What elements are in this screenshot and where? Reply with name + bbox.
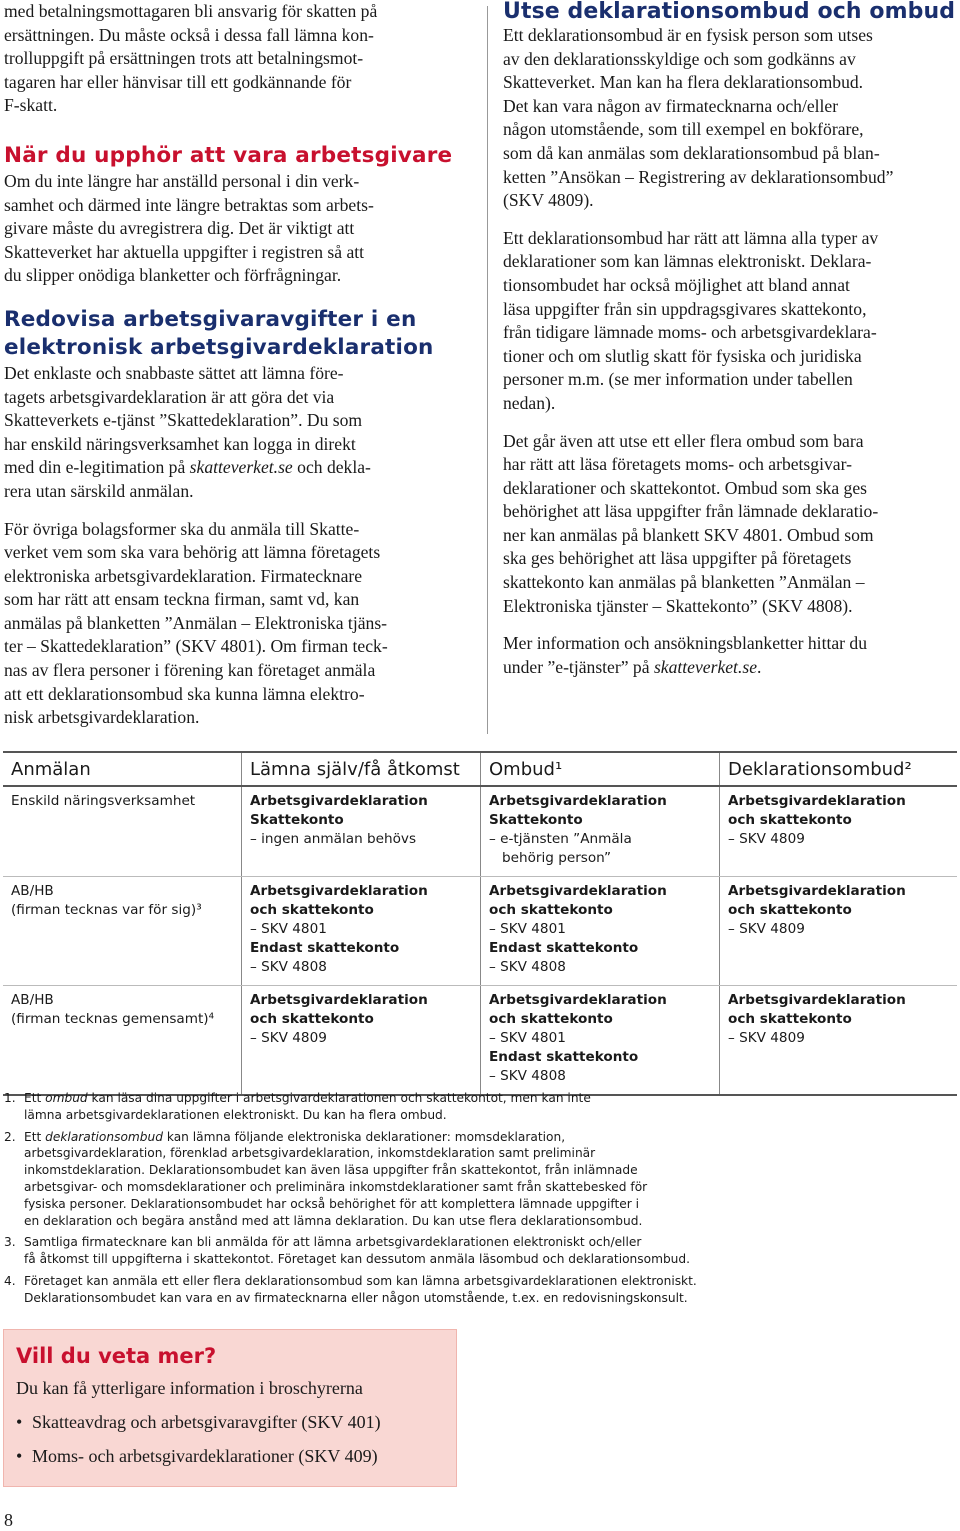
cell-line: Endast skattekonto — [489, 940, 639, 956]
cell-line: Endast skattekonto — [250, 940, 400, 956]
cell-line: – SKV 4809 — [728, 831, 805, 847]
cell-line: – SKV 4808 — [489, 1068, 566, 1084]
footnote-segment: få åtkomst till uppgifterna i skattekontot. Företaget kan dessutom anmäla läsombud och deklarationsombud. — [24, 1252, 691, 1267]
table-cell — [242, 877, 481, 986]
text-line: med din e-legitimation på — [4, 457, 190, 478]
text-line: samhet och därmed inte längre betraktas som arbets- — [4, 194, 374, 215]
cell-line: Arbetsgivardeklaration — [250, 793, 428, 809]
footnote — [4, 1234, 744, 1268]
skatteverket-link[interactable]: skatteverket.se — [189, 457, 293, 478]
text-line: nedan). — [503, 392, 556, 413]
text-line: anmälas på blanketten ”Anmälan – Elektroniska tjäns- — [4, 612, 388, 633]
text-line: under ”e-tjänster” på — [503, 656, 654, 677]
list-item — [16, 1410, 444, 1434]
cell-line: Arbetsgivardeklaration — [489, 883, 667, 899]
section-paragraph — [503, 24, 957, 213]
column-header: Ombud¹ — [481, 752, 720, 786]
text-line: verket vem som ska vara behörig att lämna företagets — [4, 542, 381, 563]
cell-line: – SKV 4801 — [489, 921, 566, 937]
cell-line: Skattekonto — [489, 812, 583, 828]
footnote-number: 2. — [4, 1129, 16, 1144]
cell-line: och skattekonto — [728, 902, 852, 918]
cell-line: Arbetsgivardeklaration — [489, 992, 667, 1008]
text-line: som har rätt att ensam teckna firman, samt vd, kan — [4, 589, 360, 610]
text-line: (SKV 4809). — [503, 190, 594, 211]
brochure-title: Skatteavdrag och arbetsgivaravgifter (SKV 401) — [32, 1412, 381, 1432]
text-line: elektroniska arbetsgivardeklaration. Firmatecknare — [4, 565, 363, 586]
cell-line: Arbetsgivardeklaration — [250, 992, 428, 1008]
cell-line: och skattekonto — [728, 812, 852, 828]
text-line: ska ges behörighet att läsa uppgifter på företagets — [503, 548, 852, 569]
table-cell — [3, 986, 242, 1096]
text-line: deklarationer som kan lämnas elektroniskt. Deklara- — [503, 251, 872, 272]
text-line: Skatteverkets e-tjänst ”Skattedeklaration”. Du som — [4, 410, 363, 431]
text-line: Skatteverket har aktuella uppgifter i registren så att — [4, 241, 365, 262]
text-line: och dekla- — [292, 457, 371, 478]
text-line: av den deklarationsskyldige och som godkänns av — [503, 48, 856, 69]
table-cell — [3, 877, 242, 986]
section-paragraph — [503, 227, 957, 416]
section-paragraph — [503, 632, 957, 679]
info-box-text: Du kan få ytterligare information i broschyrerna — [16, 1378, 363, 1398]
text-line: deklarationer och skattekontot. Ombud som ska ges — [503, 477, 868, 498]
table-row — [3, 877, 957, 986]
footnote-segment: ombud — [45, 1091, 88, 1105]
table-body — [3, 786, 957, 1095]
cell-line: – SKV 4808 — [489, 959, 566, 975]
section-paragraph — [4, 362, 478, 504]
cell-line: Endast skattekonto — [489, 1049, 639, 1065]
text-line: tagaren har eller hänvisar till ett godkännande för — [4, 71, 352, 92]
registration-table — [3, 751, 957, 1096]
text-line: För övriga bolagsformer ska du anmäla till Skatte- — [4, 518, 360, 539]
footnote-segment: Samtliga firmatecknare kan bli anmälda för att lämna arbetsgivardeklarationen elektroniskt och/eller — [24, 1235, 642, 1250]
text-line: Mer information och ansökningsblanketter hittar du — [503, 633, 868, 654]
info-box-title: Vill du veta mer? — [16, 1344, 217, 1368]
cell-line: och skattekonto — [728, 1011, 852, 1027]
cell-line: behörig person” — [489, 850, 612, 866]
list-item — [16, 1444, 444, 1468]
table-cell — [481, 786, 720, 877]
footnote-segment: Deklarationsombudet kan vara en av firmatecknarna eller någon utomstående, t.ex. en redovisningskonsult. — [24, 1290, 688, 1305]
text-line: givare måste du avregistrera dig. Det är viktigt att — [4, 218, 355, 239]
brochure-list — [16, 1410, 444, 1468]
bullet-icon: • — [16, 1412, 23, 1432]
section-heading-stop-employer: När du upphör att vara arbetsgivare — [4, 142, 453, 168]
footnote-segment: arbetsgivar- och momsdeklarationer och preliminära inkomstdeklarationer samt från skattebesked för — [24, 1179, 648, 1194]
text-line: från tidigare lämnade moms- och arbetsgivardeklara- — [503, 322, 877, 343]
table-cell — [720, 786, 958, 877]
cell-line: – SKV 4801 — [250, 921, 327, 937]
text-line: ketten ”Ansökan – Registrering av deklarationsombud” — [503, 166, 894, 187]
text-line: Skatteverket. Man kan ha flera deklarationsombud. — [503, 72, 864, 93]
text-line: personer m.m. (se mer information under tabellen — [503, 369, 853, 390]
text-line: tagets arbetsgivardeklaration är att göra det via — [4, 386, 335, 407]
cell-line: Arbetsgivardeklaration — [728, 793, 906, 809]
footnote-text — [24, 1090, 744, 1124]
footnote-segment: Ett — [24, 1091, 46, 1105]
table-row — [3, 986, 957, 1096]
footnote-text — [24, 1234, 744, 1268]
cell-line: – SKV 4809 — [250, 1030, 327, 1046]
section-heading-representatives: Utse deklarationsombud och ombud — [503, 0, 956, 24]
text-line: att ett deklarationsombud ska kunna lämna elektro- — [4, 683, 365, 704]
text-line: har enskild näringsverksamhet kan logga in direkt — [4, 433, 356, 454]
cell-line: och skattekonto — [489, 902, 613, 918]
cell-line: AB/HB — [11, 883, 54, 899]
right-column — [503, 0, 957, 679]
footnote-segment: Ett — [24, 1129, 46, 1144]
text-line: Elektroniska tjänster – Skattekonto” (SKV 4808). — [503, 595, 853, 616]
table-cell — [481, 986, 720, 1096]
footnote-segment: en deklaration och begära anstånd med att lämna deklaration. Du kan utse flera deklarationsombud. — [24, 1213, 643, 1228]
skatteverket-link[interactable]: skatteverket.se — [653, 656, 758, 677]
footnote-segment: Företaget kan anmäla ett eller flera deklarationsombud som kan lämna arbetsgivardeklarationen elektroniskt. — [24, 1273, 697, 1288]
text-line: skattekonto kan anmälas på blanketten ”Anmälan – — [503, 572, 865, 593]
text-line: ner kan anmälas på blankett SKV 4801. Ombud som — [503, 524, 874, 545]
text-line: nas av flera personer i förening kan företaget anmäla — [4, 660, 376, 681]
cell-line: (firman tecknas gemensamt)⁴ — [11, 1011, 215, 1027]
text-line: ter – Skattedeklaration” (SKV 4801). Om firman teck- — [4, 636, 388, 657]
text-line: tionsombudet har också möjlighet att bland annat — [503, 274, 850, 295]
footnote-text — [24, 1273, 744, 1307]
cell-line: Arbetsgivardeklaration — [728, 992, 906, 1008]
table-cell — [242, 786, 481, 877]
text-line: trolluppgift på ersättningen trots att betalningsmot- — [4, 48, 364, 69]
column-header: Anmälan — [3, 752, 242, 786]
text-line: Ett deklarationsombud har rätt att lämna alla typer av — [503, 227, 879, 248]
text-line: nisk arbetsgivardeklaration. — [4, 707, 200, 728]
text-line: någon utomstående, som till exempel en bokförare, — [503, 119, 864, 140]
text-line: Det enklaste och snabbaste sättet att lämna före- — [4, 362, 344, 383]
footnote-segment: kan lämna följande elektroniska deklarationer: momsdeklaration, — [163, 1129, 566, 1144]
text-line: F-skatt. — [4, 95, 58, 116]
section-heading-electronic-declaration — [4, 306, 478, 362]
cell-line: Enskild näringsverksamhet — [11, 793, 196, 809]
cell-line: Arbetsgivardeklaration — [728, 883, 906, 899]
cell-line: och skattekonto — [250, 1011, 374, 1027]
footnote-segment: inkomstdeklaration. Deklarationsombudet kan även läsa uppgifter från skattekontot, från inlämnade — [24, 1163, 638, 1178]
cell-line: Arbetsgivardeklaration — [250, 883, 428, 899]
text-line: tioner och om slutlig skatt för fysiska och juridiska — [503, 345, 862, 366]
cell-line: Arbetsgivardeklaration — [489, 793, 667, 809]
footnote-segment: kan läsa dina uppgifter i arbetsgivardeklarationen och skattekontot, men kan inte — [87, 1091, 591, 1105]
footnotes — [4, 1090, 744, 1312]
footnote-segment: lämna arbetsgivardeklarationen elektroniskt. Du kan ha flera ombud. — [24, 1107, 447, 1122]
column-header: Deklarationsombud² — [720, 752, 958, 786]
table-cell — [242, 986, 481, 1096]
footnote-number: 3. — [4, 1235, 16, 1250]
cell-line: – e-tjänsten ”Anmäla — [489, 831, 632, 847]
text-line: . — [757, 656, 762, 677]
cell-line: (firman tecknas var för sig)³ — [11, 902, 202, 918]
text-line: Det går även att utse ett eller flera ombud som bara — [503, 430, 864, 451]
footnote-segment: arbetsgivardeklaration, förenklad arbetsgivardeklaration, inkomstdeklaration samt preliminär — [24, 1146, 596, 1161]
column-divider — [487, 6, 488, 734]
left-column — [4, 0, 478, 730]
footnote-text — [24, 1129, 744, 1230]
column-header: Lämna själv/få åtkomst — [242, 752, 481, 786]
text-line: som då kan anmälas som deklarationsombud på blan- — [503, 142, 880, 163]
table-row — [3, 786, 957, 877]
cell-line: – SKV 4801 — [489, 1030, 566, 1046]
heading-line: Redovisa arbetsgivaravgifter i en — [4, 306, 417, 332]
text-line: med betalningsmottagaren bli ansvarig för skatten på — [4, 1, 378, 21]
footnote-number: 4. — [4, 1273, 16, 1288]
text-line: behörighet att läsa uppgifter från lämnade deklaratio- — [503, 501, 879, 522]
cell-line: – SKV 4808 — [250, 959, 327, 975]
text-line: du slipper onödiga blanketter och förfrågningar. — [4, 265, 342, 286]
bullet-icon: • — [16, 1446, 23, 1466]
footnote — [4, 1090, 744, 1124]
heading-line: elektronisk arbetsgivardeklaration — [4, 334, 434, 360]
table-cell — [720, 877, 958, 986]
cell-line: Skattekonto — [250, 812, 344, 828]
footnote-segment: fysiska personer. Deklarationsombudet har också behörighet för att komplettera lämnade uppgifter i — [24, 1196, 640, 1211]
section-paragraph — [4, 518, 478, 730]
text-line: Ett deklarationsombud är en fysisk person som utses — [503, 25, 873, 45]
intro-paragraph — [4, 0, 478, 118]
page-number: 8 — [4, 1510, 13, 1530]
footnote — [4, 1273, 744, 1307]
cell-line: – ingen anmälan behövs — [250, 831, 417, 847]
text-line: läsa uppgifter från sin uppdragsgivares skattekonto, — [503, 298, 867, 319]
table-cell — [720, 986, 958, 1096]
text-line: Det kan vara någon av firmatecknarna och/eller — [503, 95, 839, 116]
table-cell — [3, 786, 242, 877]
footnote — [4, 1129, 744, 1230]
info-box — [3, 1329, 457, 1487]
text-line: ersättningen. Du måste också i dessa fall lämna kon- — [4, 24, 374, 45]
text-line: Om du inte längre har anställd personal i din verk- — [4, 170, 360, 191]
table-header-row — [3, 752, 957, 786]
text-line: har rätt att läsa företagets moms- och arbetsgivar- — [503, 454, 852, 475]
footnote-segment: deklarationsombud — [45, 1129, 163, 1144]
section-paragraph — [503, 430, 957, 619]
section-paragraph — [4, 170, 478, 288]
cell-line: – SKV 4809 — [728, 1030, 805, 1046]
cell-line: AB/HB — [11, 992, 54, 1008]
cell-line: – SKV 4809 — [728, 921, 805, 937]
table-cell — [481, 877, 720, 986]
footnote-number: 1. — [4, 1091, 16, 1105]
cell-line: och skattekonto — [250, 902, 374, 918]
text-line: rera utan särskild anmälan. — [4, 480, 194, 501]
cell-line: och skattekonto — [489, 1011, 613, 1027]
brochure-title: Moms- och arbetsgivardeklarationer (SKV 409) — [32, 1446, 378, 1466]
